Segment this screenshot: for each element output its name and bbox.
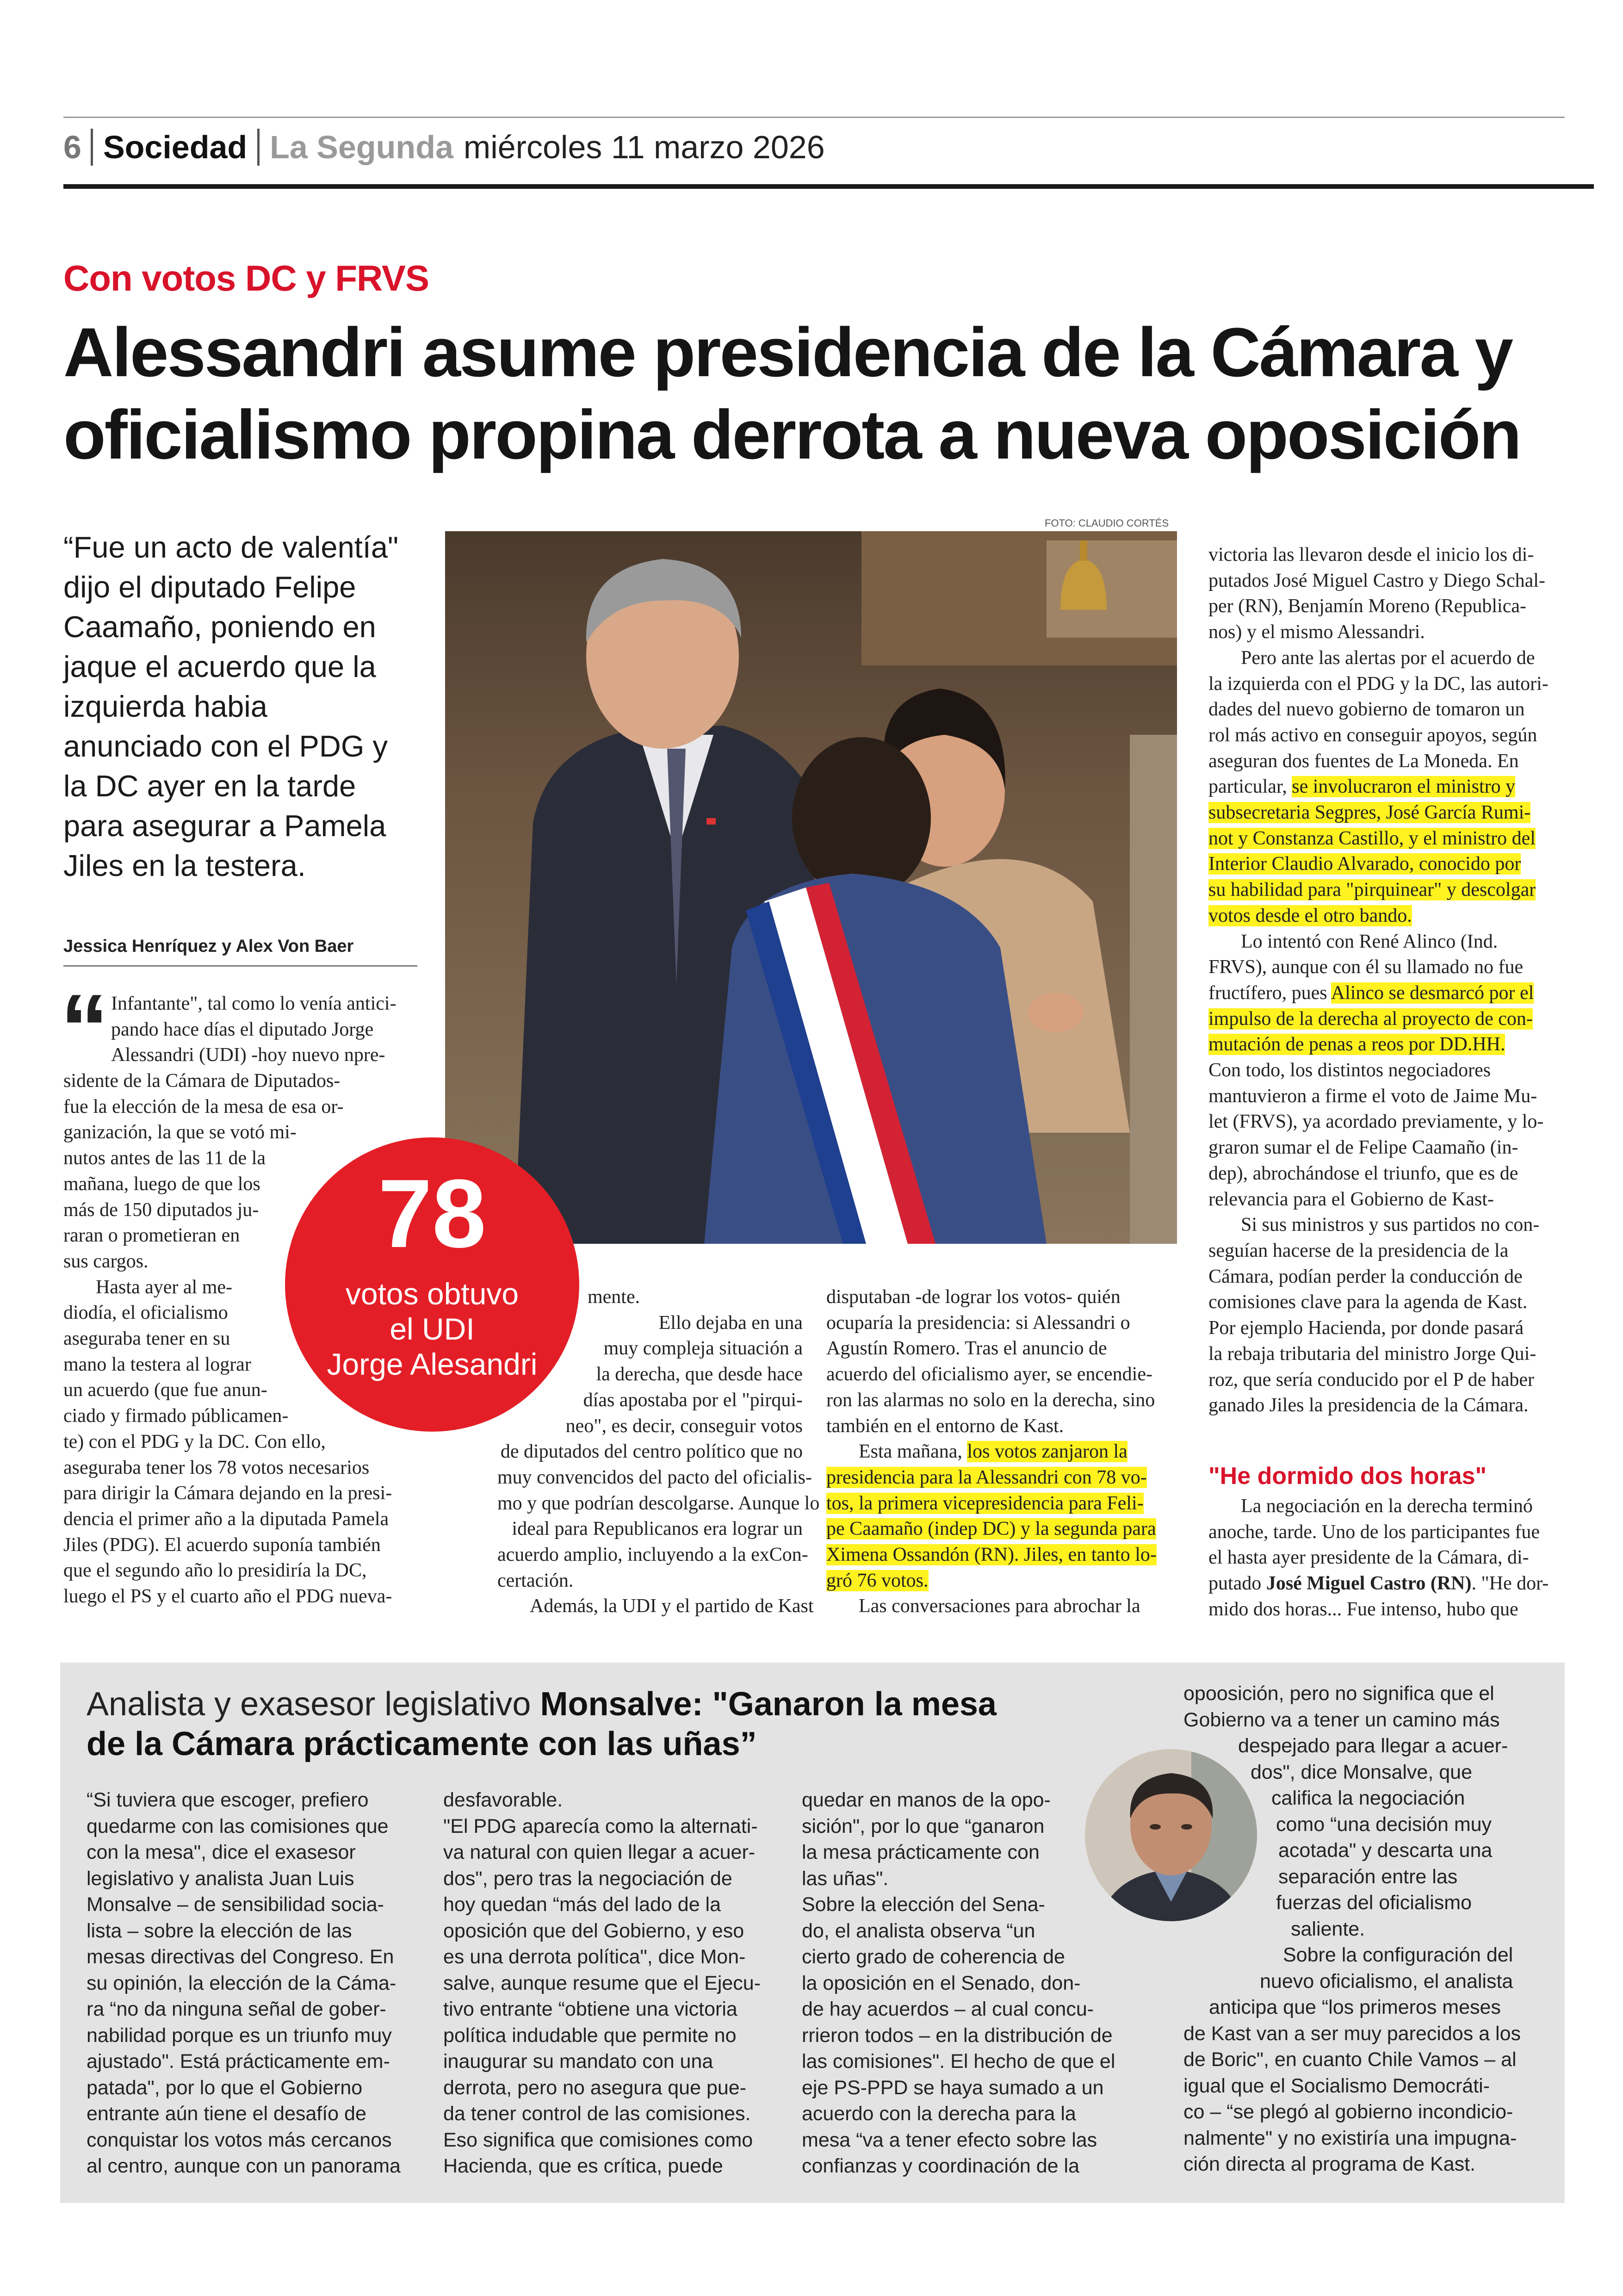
text-line: su opinión, la elección de la Cáma-: [87, 1972, 396, 1994]
text-line: salve, aunque resume que el Ejecu-: [443, 1972, 761, 1994]
newspaper-name: La Segunda: [270, 129, 453, 165]
text-run: fructífero, pues: [1208, 982, 1327, 1004]
text-line: muy convencidos del pacto del oficialis-: [497, 1466, 812, 1488]
highlighted-text: presidencia para la Alessandri con 78 vo-: [826, 1466, 1147, 1488]
text-line: nuevo oficialismo, el analista: [1260, 1970, 1513, 1992]
text-line: Monsalve – de sensibilidad socia-: [87, 1893, 384, 1916]
text-line: Jiles (PDG). El acuerdo suponía también: [63, 1534, 381, 1556]
text-line: Agustín Romero. Tras el anuncio de: [826, 1338, 1107, 1359]
text-line: co – “se plegó al gobierno incondicio-: [1183, 2101, 1513, 2123]
text-run: Esta mañana,: [859, 1441, 962, 1463]
text-line: rol más activo en conseguir apoyos, según: [1208, 724, 1537, 746]
lead-line: la DC ayer en la tarde: [63, 769, 356, 803]
text-line: mesa “va a tener efecto sobre las: [802, 2128, 1097, 2151]
text-line: el hasta ayer presidente de la Cámara, di-: [1208, 1547, 1529, 1569]
lead-line: izquierda habia: [63, 689, 267, 723]
body-column-3: [826, 1285, 1157, 1620]
text-line: aseguraba tener los 78 votos necesarios: [63, 1457, 370, 1478]
text-line: Infantante", tal como lo venía antici-: [111, 993, 396, 1014]
text-line: acuerdo con la derecha para la: [802, 2103, 1076, 2125]
text-line: te) con el PDG y la DC. Con ello,: [63, 1431, 326, 1452]
text-line: la oposición en el Senado, don-: [802, 1972, 1081, 1994]
text-line: Sobre la configuración del: [1283, 1944, 1513, 1966]
text-line: patada", por lo que el Gobierno: [87, 2076, 363, 2099]
highlighted-text: votos desde el otro bando.: [1208, 905, 1412, 926]
text-line: como “una decisión muy: [1276, 1813, 1492, 1836]
text-line: quedarme con las comisiones que: [87, 1815, 389, 1837]
text-line: las uñas".: [802, 1867, 889, 1890]
text-line: dep), abrochándose el triunfo, que es de: [1208, 1162, 1518, 1184]
text-line: diodía, el oficialismo: [63, 1302, 228, 1324]
text-line: mo y que podrían descolgarse. Aunque lo: [497, 1492, 820, 1514]
highlighted-text: subsecretaria Segpres, José García Rumi-: [1208, 802, 1531, 824]
text-line: dos", dice Monsalve, que: [1251, 1761, 1472, 1783]
text-line: un acuerdo (que fue anun-: [63, 1379, 267, 1401]
sidebar-column-2: [443, 1787, 761, 2179]
sidebar-title: [87, 1684, 997, 1764]
text-line: roz, que sería conducido por el P de haber: [1208, 1369, 1535, 1390]
highlighted-text: mutación de penas a reos por DD.HH.: [1208, 1034, 1505, 1055]
text-line: luego el PS y el cuarto año el PDG nueva-: [63, 1586, 392, 1607]
text-line: anticipa que “los primeros meses: [1209, 1996, 1501, 2018]
text-line: aseguraba tener en su: [63, 1328, 230, 1350]
article-subhead: "He dormido dos horas": [1208, 1463, 1487, 1489]
sidebar-column-3: [802, 1787, 1115, 2179]
photo-credit: FOTO: CLAUDIO CORTÉS: [1045, 517, 1169, 529]
text-line: lista – sobre la elección de las: [87, 1919, 352, 1942]
article-photo: [445, 531, 1177, 1244]
text-run: particular,: [1208, 776, 1287, 798]
text-line: Alessandri (UDI) -hoy nuevo npre-: [111, 1044, 385, 1066]
text-line: "El PDG aparecía como la alternati-: [443, 1815, 758, 1837]
text-line: mente.: [588, 1286, 640, 1308]
article-lead: [63, 527, 424, 886]
highlighted-text: Ximena Ossandón (RN). Jiles, en tanto lo-: [826, 1544, 1157, 1566]
text-line: nutos antes de las 11 de la: [63, 1148, 266, 1169]
top-rule: [63, 117, 1565, 118]
badge-text-line: Jorge Alesandri: [327, 1347, 538, 1381]
text-line: dencia el primer año a la diputada Pamela: [63, 1508, 389, 1530]
text-line: para dirigir la Cámara dejando en la presi-: [63, 1483, 392, 1504]
lead-line: para asegurar a Pamela: [63, 809, 386, 843]
text-line: opoosición, pero no significa que el: [1183, 1682, 1494, 1705]
text-line: sus cargos.: [63, 1250, 149, 1272]
text-line: pando hace días el diputado Jorge: [111, 1018, 374, 1040]
text-line: Eso significa que comisiones como: [443, 2128, 753, 2151]
highlighted-text: tos, la primera vicepresidencia para Feli-: [826, 1492, 1144, 1514]
section-name: Sociedad: [93, 129, 260, 166]
text-line: oposición que del Gobierno, y eso: [443, 1919, 744, 1942]
text-line: aseguran dos fuentes de La Moneda. En: [1208, 750, 1519, 772]
text-line: dos", pero tras la negociación de: [443, 1867, 732, 1890]
sidebar-title-light: Analista y exasesor legislativo: [87, 1686, 540, 1723]
text-line: también en el entorno de Kast.: [826, 1415, 1064, 1437]
lead-line: “Fue un acto de valentía": [63, 530, 399, 564]
text-line: raran o prometieran en: [63, 1225, 240, 1247]
sidebar-title-bold: Monsalve: "Ganaron la mesa: [540, 1686, 997, 1723]
text-line: cierto grado de coherencia de: [802, 1946, 1065, 1968]
sidebar-title-bold: de la Cámara prácticamente con las uñas”: [87, 1725, 757, 1762]
text-line: dades del nuevo gobierno de tomaron un: [1208, 699, 1525, 720]
highlighted-text: impulso de la derecha al proyecto de con-: [1208, 1008, 1533, 1030]
text-line: Si sus ministros y sus partidos no con-: [1241, 1214, 1540, 1236]
lead-line: Caamaño, poniendo en: [63, 610, 376, 644]
badge-number: 78: [378, 1159, 486, 1268]
text-line: mañana, luego de que los: [63, 1173, 260, 1195]
sidebar-column-1: [87, 1787, 401, 2179]
text-line: anoche, tarde. Uno de los participantes fue: [1208, 1521, 1540, 1543]
text-line: conquistar los votos más cercanos: [87, 2128, 392, 2151]
text-line: La negociación en la derecha terminó: [1241, 1496, 1533, 1517]
text-line: Además, la UDI y el partido de Kast: [530, 1595, 814, 1617]
text-line: quedar en manos de la opo-: [802, 1789, 1051, 1811]
headline-line: oficialismo propina derrota a nueva oposición: [63, 396, 1520, 473]
text-line: ra “no da ninguna señal de gober-: [87, 1998, 386, 2020]
body-column-4b: [1208, 1494, 1549, 1623]
text-line: neo", es decir, conseguir votos: [565, 1415, 803, 1437]
sidebar-column-4: [1183, 1681, 1540, 2178]
text-line: per (RN), Benjamín Moreno (Republica-: [1208, 596, 1526, 617]
text-line: de Boric", en cuanto Chile Vamos – al: [1183, 2048, 1517, 2071]
badge-text-line: votos obtuvo: [345, 1277, 519, 1311]
body-column-2: [497, 1285, 820, 1620]
text-line: es una derrota política", dice Mon-: [443, 1946, 746, 1968]
lead-line: anunciado con el PDG y: [63, 729, 388, 763]
text-run: putado: [1208, 1573, 1262, 1595]
text-line: la izquierda con el PDG y la DC, las autori-: [1208, 673, 1549, 695]
text-line: “Si tuviera que escoger, prefiero: [87, 1789, 369, 1811]
text-line: tivo entrante “obtiene una victoria: [443, 1998, 737, 2020]
text-line: rrieron todos – en la distribución de: [802, 2024, 1113, 2047]
body-column-4: [1208, 542, 1549, 1419]
text-line: graron sumar el de Felipe Caamaño (in-: [1208, 1137, 1518, 1159]
text-line: acuerdo del oficialismo ayer, se encendie-: [826, 1364, 1152, 1385]
text-line: legislativo y analista Juan Luis: [87, 1867, 354, 1890]
text-line: nabilidad porque es un triunfo muy: [87, 2024, 392, 2047]
text-line: más de 150 diputados ju-: [63, 1199, 259, 1221]
byline-rule: [63, 965, 417, 967]
highlighted-text: Alinco se desmarcó por el: [1331, 982, 1534, 1004]
text-line: despejado para llegar a acuer-: [1238, 1735, 1508, 1757]
text-line: la mesa prácticamente con: [802, 1841, 1040, 1863]
text-line: saliente.: [1291, 1917, 1365, 1940]
body-column-1-wrap: [111, 991, 396, 1068]
text-line: inaugurar su mandato con una: [443, 2050, 713, 2073]
text-line: mantuvieron a firme el voto de Jaime Mu-: [1208, 1085, 1537, 1107]
text-line: de hay acuerdos – al cual concu-: [802, 1998, 1094, 2020]
text-line: confianzas y coordinación de la: [802, 2155, 1079, 2177]
text-line: Sobre la elección del Sena-: [802, 1893, 1045, 1916]
text-line: fuerzas del oficialismo: [1276, 1892, 1472, 1914]
text-line: con la mesa", dice el exasesor: [87, 1841, 356, 1863]
article-headline: [63, 311, 1562, 476]
text-line: días apostaba por el "pirqui-: [583, 1389, 803, 1411]
highlighted-text: gró 76 votos.: [826, 1570, 929, 1591]
highlighted-text: su habilidad para "pirquinear" y descolgar: [1208, 879, 1536, 901]
byline: Jessica Henríquez y Alex Von Baer: [63, 937, 354, 956]
header-rule: [63, 184, 1594, 189]
text-line: mido dos horas... Fue intenso, hubo que: [1208, 1598, 1518, 1620]
text-run: . "He dor-: [1471, 1573, 1549, 1595]
text-line: de diputados del centro político que no: [500, 1441, 803, 1463]
text-line: igual que el Socialismo Democráti-: [1183, 2074, 1490, 2097]
text-line: Las conversaciones para abrochar la: [859, 1595, 1140, 1617]
text-line: desfavorable.: [443, 1789, 563, 1811]
text-line: de Kast van a ser muy parecidos a los: [1183, 2022, 1521, 2045]
text-line: la rebaja tributaria del ministro Jorge Qui-: [1208, 1343, 1536, 1365]
text-line: acotada" y descarta una: [1278, 1839, 1493, 1862]
text-line: comisiones clave para la agenda de Kast.: [1208, 1291, 1528, 1313]
text-line: Cámara, podían perder la conducción de: [1208, 1266, 1523, 1287]
text-line: separación entre las: [1278, 1865, 1458, 1888]
text-line: eje PS-PPD se haya sumado a un: [802, 2076, 1104, 2099]
text-line: ocuparía la presidencia: si Alessandri o: [826, 1312, 1130, 1334]
text-line: nos) y el mismo Alessandri.: [1208, 621, 1425, 643]
text-line: la derecha, que desde hace: [596, 1364, 803, 1385]
text-line: acuerdo amplio, incluyendo a la exCon-: [497, 1544, 808, 1566]
text-line: Hacienda, que es crítica, puede: [443, 2155, 723, 2177]
highlighted-text: not y Constanza Castillo, y el ministro del: [1208, 827, 1536, 849]
article-kicker: Con votos DC y FRVS: [63, 258, 429, 298]
text-line: do, el analista observa “un: [802, 1919, 1035, 1942]
text-line: fue la elección de la mesa de esa or-: [63, 1096, 344, 1117]
text-line: mano la testera al lograr: [63, 1353, 251, 1375]
text-line: ideal para Republicanos era lograr un: [512, 1518, 803, 1540]
highlighted-text: se involucraron el ministro y: [1292, 776, 1516, 798]
text-line: victoria las llevaron desde el inicio los di-: [1208, 544, 1534, 565]
text-line: entrante aún tiene el desafío de: [87, 2103, 366, 2125]
text-line: seguían hacerse de la presidencia de la: [1208, 1240, 1509, 1261]
text-line: ción directa al programa de Kast.: [1183, 2153, 1475, 2175]
text-line: ganización, la que se votó mi-: [63, 1122, 297, 1143]
text-line: Por ejemplo Hacienda, por donde pasará: [1208, 1317, 1524, 1339]
text-line: ajustado". Está prácticamente em-: [87, 2050, 390, 2073]
text-line: Lo intentó con René Alinco (Ind.: [1241, 931, 1498, 952]
text-line: [826, 1439, 1157, 1465]
headline-line: Alessandri asume presidencia de la Cámara y: [63, 313, 1512, 391]
text-line: mesas directivas del Congreso. En: [87, 1946, 394, 1968]
text-line: da tener control de las comisiones.: [443, 2103, 751, 2125]
text-line: Gobierno va a tener un camino más: [1183, 1708, 1500, 1731]
text-line: relevancia para el Gobierno de Kast-: [1208, 1188, 1494, 1210]
drop-quote-mark: “: [60, 974, 109, 1083]
text-line: Con todo, los distintos negociadores: [1208, 1060, 1491, 1081]
text-line: va natural con quien llegar a acuer-: [443, 1841, 756, 1863]
text-line: FRVS), aunque con él su llamado no fue: [1208, 956, 1524, 978]
text-line: ron las alarmas no solo en la derecha, sino: [826, 1389, 1155, 1411]
text-line: Pero ante las alertas por el acuerdo de: [1241, 647, 1535, 669]
text-line: Ello dejaba en una: [658, 1312, 803, 1334]
highlighted-text: pe Caamaño (indep DC) y la segunda para: [826, 1518, 1156, 1540]
bold-name: José Miguel Castro (RN): [1266, 1573, 1472, 1595]
highlighted-text: Interior Claudio Alvarado, conocido por: [1208, 853, 1521, 875]
badge-text-line: el UDI: [390, 1312, 475, 1346]
issue-date: miércoles 11 marzo 2026: [463, 129, 825, 165]
text-line: que el segundo año lo presidiría la DC,: [63, 1560, 367, 1582]
text-line: derrota, pero no asegura que pue-: [443, 2076, 747, 2099]
lead-line: dijo el diputado Felipe: [63, 570, 356, 604]
highlighted-text: los votos zanjaron la: [967, 1441, 1127, 1463]
lead-line: jaque el acuerdo que la: [63, 650, 376, 683]
page-number: 6: [63, 129, 93, 166]
text-line: al centro, aunque con un panorama: [87, 2155, 401, 2177]
text-line: política indudable que permite no: [443, 2024, 737, 2047]
text-line: hoy quedan “más del lado de la: [443, 1893, 721, 1916]
text-line: muy compleja situación a: [603, 1338, 803, 1359]
text-line: putados José Miguel Castro y Diego Schal-: [1208, 570, 1545, 591]
text-line: ganado Jiles la presidencia de la Cámara.: [1208, 1395, 1529, 1416]
text-line: certación.: [497, 1570, 574, 1591]
lead-line: Jiles en la testera.: [63, 849, 306, 882]
text-line: sidente de la Cámara de Diputados-: [63, 1070, 341, 1092]
text-line: disputaban -de lograr los votos- quién: [826, 1286, 1121, 1308]
text-line: Hasta ayer al me-: [96, 1276, 233, 1298]
text-line: nalmente" y no existiría una impugna-: [1183, 2127, 1517, 2149]
text-line: let (FRVS), ya acordado previamente, y lo-: [1208, 1111, 1544, 1133]
text-line: las comisiones". El hecho de que el: [802, 2050, 1115, 2073]
text-line: ciado y firmado públicamen-: [63, 1405, 289, 1427]
folio-bar: [63, 124, 825, 170]
text-line: sición", por lo que “ganaron: [802, 1815, 1045, 1837]
text-line: califica la negociación: [1271, 1787, 1465, 1809]
